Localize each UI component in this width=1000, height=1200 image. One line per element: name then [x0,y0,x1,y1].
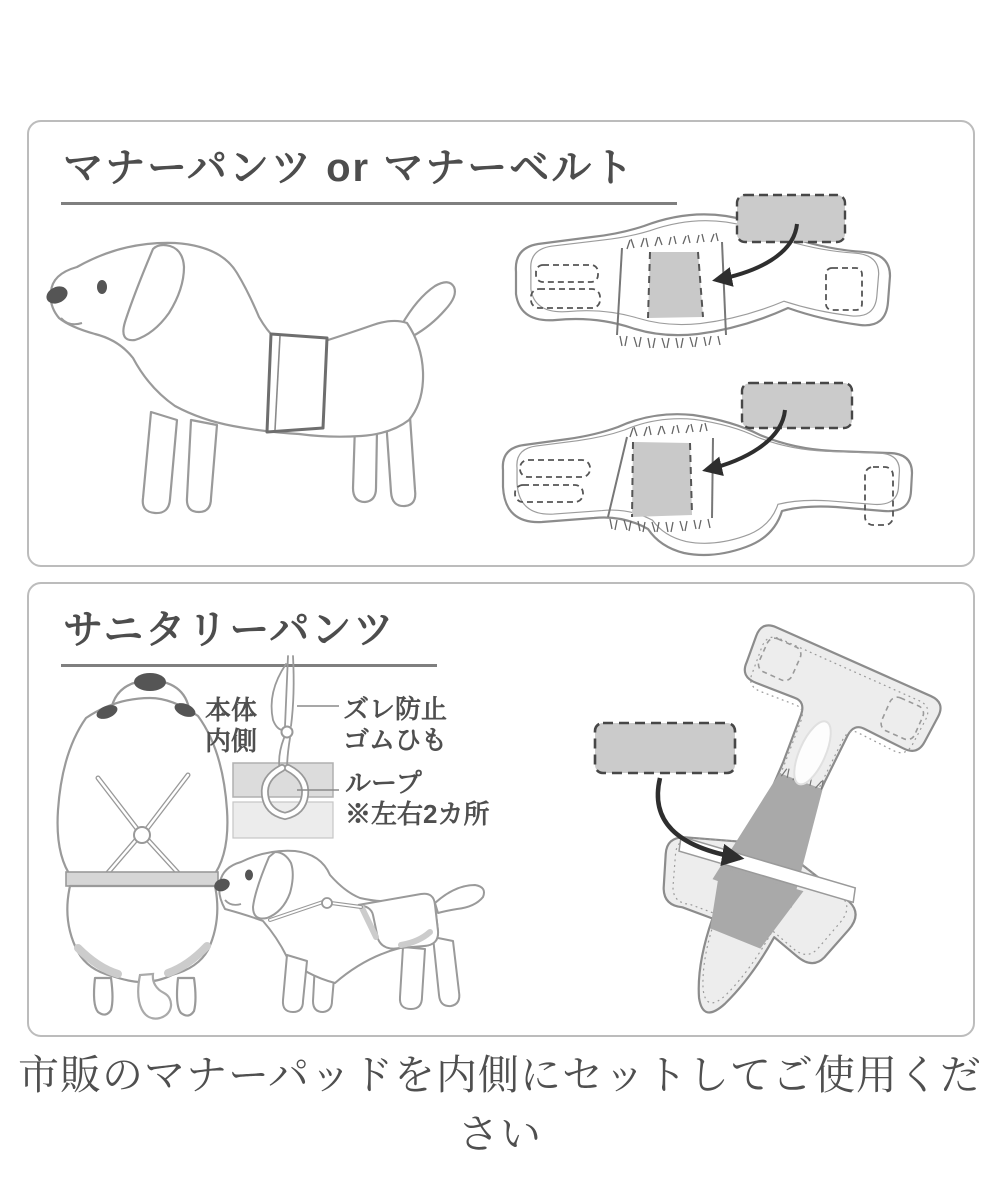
usage-caption: 市販のマナーパッドを内側にセットしてご使用ください [18,1052,982,1157]
dog-tail [435,885,484,913]
belt-pad-area [648,252,703,318]
dog-eye [97,280,107,294]
section-title-manner: マナーパンツ or マナーベルト [61,136,677,205]
dog-side-pants-illustration [195,835,495,1030]
dog-hind-paw-left [94,978,113,1015]
dog-rear-leg-far [433,937,459,1006]
dog-body [51,243,423,437]
dog-eye [245,870,253,881]
manner-belt-diagram-top [500,188,970,373]
belt-bottom-frills [620,336,720,348]
dog-hind-paw-right [177,978,196,1016]
dog-front-leg-near [143,412,177,513]
label-slip-prevention-cord: ズレ防止 ゴムひも [343,694,448,755]
cord-knot [282,727,293,738]
strap-knot [322,898,332,908]
manner-belt-on-dog [267,334,327,432]
label-body-inner: 本体 内側 [205,695,258,756]
manner-pad [595,723,735,773]
manner-belt-diagram-bottom [488,375,970,565]
dog-side-belt-illustration [35,230,465,530]
label-loop-both-sides: ループ ※左右2カ所 [345,768,490,829]
dog-front-leg-far [187,420,217,512]
dog-nose-top [134,673,166,691]
elastic-cord [272,656,294,772]
manner-pad [737,195,845,242]
manner-pad [742,383,852,428]
section-title-sanitary: サニタリーパンツ [61,598,437,667]
belt-pad-area [632,442,692,517]
dog-front-leg-near [283,955,307,1012]
dog-rear-leg-near [400,947,425,1009]
sanitary-pants-flat-diagram [555,595,980,1035]
fabric-band-lower [233,802,333,838]
strap-knot [134,827,150,843]
